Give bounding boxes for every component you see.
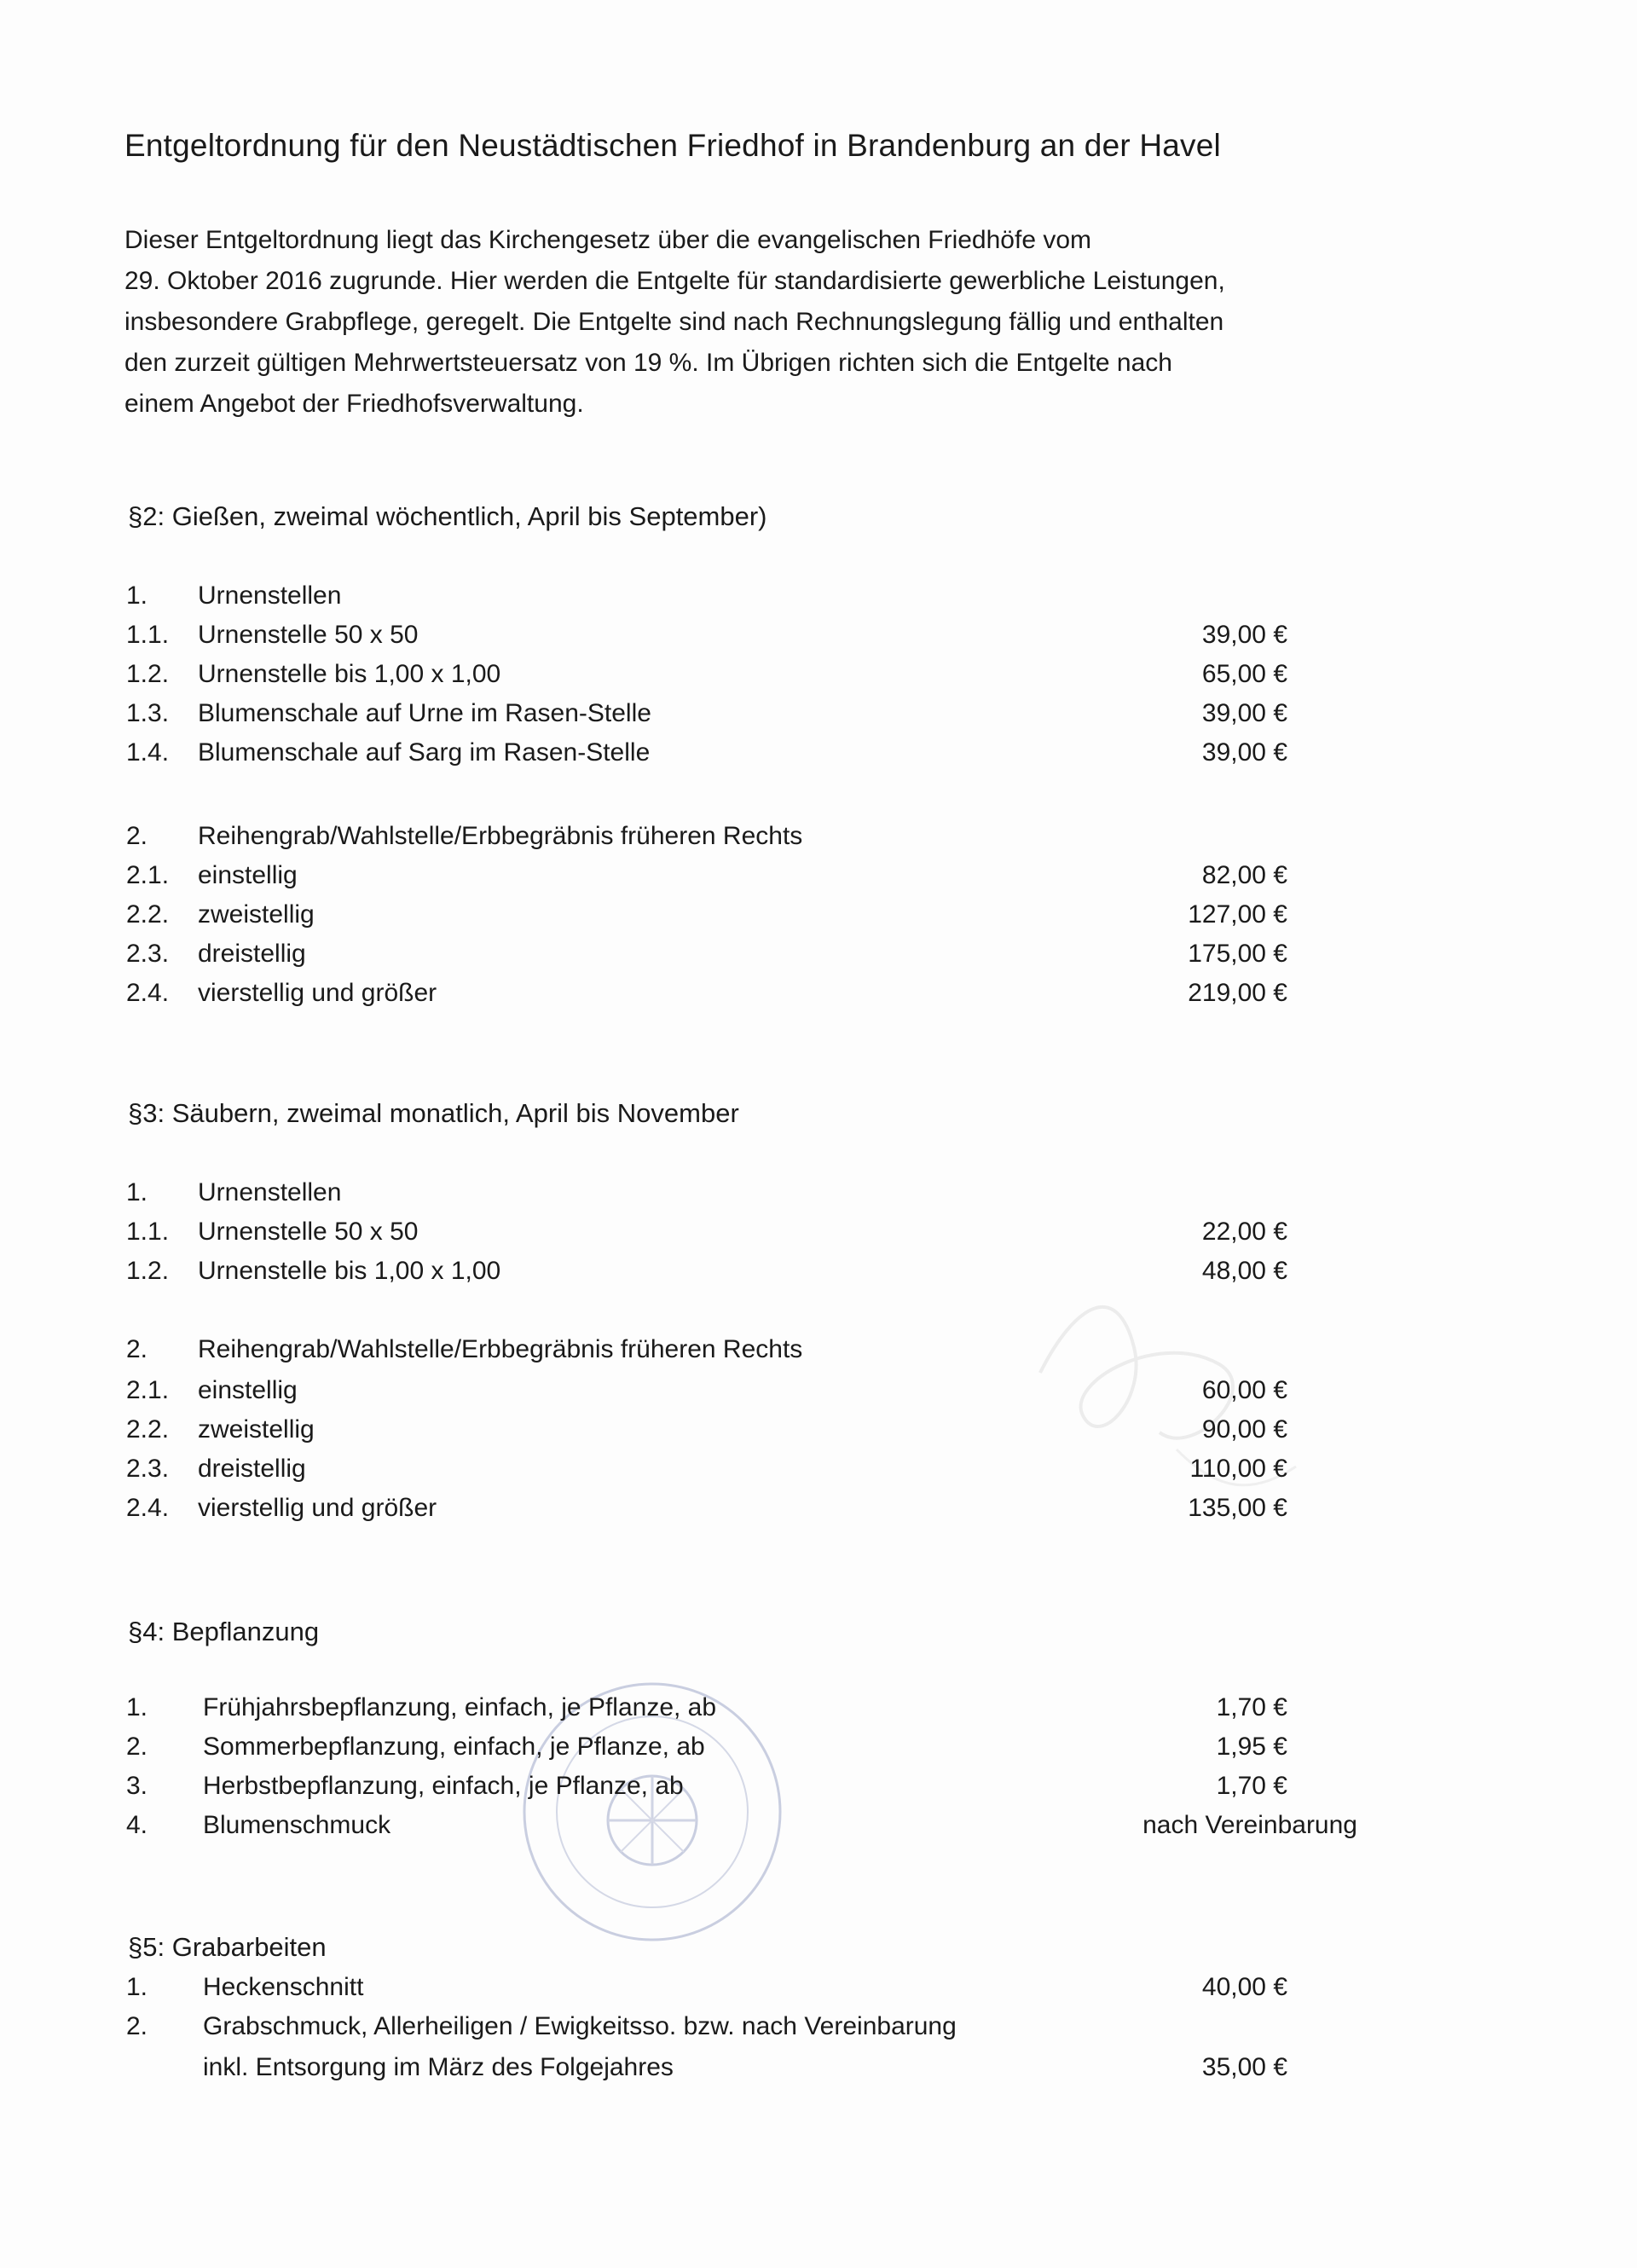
row-label: Urnenstelle 50 x 50 bbox=[198, 1218, 419, 1246]
row-number: 1.4. bbox=[126, 738, 170, 767]
row-price: 35,00 € bbox=[1201, 2053, 1287, 2081]
price-row bbox=[126, 581, 1354, 621]
row-number: 1.2. bbox=[126, 1257, 170, 1285]
row-price: 82,00 € bbox=[1201, 861, 1287, 889]
row-price: 48,00 € bbox=[1201, 1257, 1287, 1285]
row-number: 2. bbox=[126, 1733, 148, 1761]
price-row bbox=[126, 861, 1354, 900]
intro-line: insbesondere Grabpflege, geregelt. Die Entgelte sind nach Rechnungslegung fällig und enthalten bbox=[124, 308, 1224, 336]
price-row bbox=[126, 2012, 1354, 2051]
row-label: vierstellig und größer bbox=[198, 979, 437, 1007]
row-price: 90,00 € bbox=[1201, 1415, 1287, 1444]
row-number: 1.3. bbox=[126, 699, 170, 727]
row-number: 2.2. bbox=[126, 1415, 170, 1444]
row-label: inkl. Entsorgung im März des Folgejahres bbox=[203, 2053, 674, 2081]
price-row bbox=[126, 621, 1354, 660]
price-row bbox=[126, 1811, 1357, 1850]
row-price: 1,70 € bbox=[1216, 1693, 1287, 1721]
row-label: Sommerbepflanzung, einfach, je Pflanze, ab bbox=[203, 1733, 705, 1761]
row-number: 2.1. bbox=[126, 1376, 170, 1404]
row-label: zweistellig bbox=[198, 1415, 315, 1444]
intro-line: einem Angebot der Friedhofsverwaltung. bbox=[124, 390, 584, 418]
row-number: 2.4. bbox=[126, 979, 170, 1007]
row-price: 1,70 € bbox=[1216, 1772, 1287, 1800]
section-title-s2: §2: Gießen, zweimal wöchentlich, April bis September) bbox=[128, 501, 767, 531]
row-price: 40,00 € bbox=[1201, 1973, 1287, 2001]
price-row bbox=[126, 1257, 1354, 1296]
row-label: Blumenschale auf Urne im Rasen-Stelle bbox=[198, 699, 651, 727]
price-row bbox=[126, 940, 1354, 979]
row-number: 2.2. bbox=[126, 900, 170, 929]
intro-line: 29. Oktober 2016 zugrunde. Hier werden die Entgelte für standardisierte gewerbliche Leistungen, bbox=[124, 267, 1225, 295]
row-label: Heckenschnitt bbox=[203, 1973, 364, 2001]
price-row bbox=[126, 699, 1354, 738]
row-number: 2.1. bbox=[126, 861, 170, 889]
row-number: 2. bbox=[126, 1335, 148, 1363]
row-number: 2.3. bbox=[126, 1455, 170, 1483]
price-row bbox=[126, 1415, 1354, 1455]
row-label: vierstellig und größer bbox=[198, 1494, 437, 1522]
row-label: Urnenstelle bis 1,00 x 1,00 bbox=[198, 660, 501, 688]
price-row bbox=[126, 979, 1354, 1018]
price-row bbox=[126, 2053, 1354, 2092]
price-row bbox=[126, 1733, 1354, 1772]
row-label: Urnenstelle bis 1,00 x 1,00 bbox=[198, 1257, 501, 1285]
price-row bbox=[126, 900, 1354, 940]
section-title-s4: §4: Bepflanzung bbox=[128, 1617, 320, 1646]
row-number: 1.2. bbox=[126, 660, 170, 688]
price-row bbox=[126, 738, 1354, 778]
row-price: nach Vereinbarung bbox=[1142, 1811, 1357, 1839]
row-price: 1,95 € bbox=[1216, 1733, 1287, 1761]
price-row bbox=[126, 1335, 1354, 1374]
price-row bbox=[126, 1494, 1354, 1533]
document-title: Entgeltordnung für den Neustädtischen Friedhof in Brandenburg an der Havel bbox=[124, 128, 1221, 163]
row-number: 2.4. bbox=[126, 1494, 170, 1522]
row-price: 110,00 € bbox=[1189, 1455, 1287, 1483]
row-number: 1.1. bbox=[126, 1218, 170, 1246]
row-label: Reihengrab/Wahlstelle/Erbbegräbnis früheren Rechts bbox=[198, 822, 803, 850]
row-label: zweistellig bbox=[198, 900, 315, 929]
price-row bbox=[126, 1693, 1354, 1733]
row-label: dreistellig bbox=[198, 1455, 306, 1483]
row-number: 2. bbox=[126, 822, 148, 850]
row-number: 3. bbox=[126, 1772, 148, 1800]
row-price: 219,00 € bbox=[1188, 979, 1287, 1007]
price-row bbox=[126, 1218, 1354, 1257]
row-label: einstellig bbox=[198, 1376, 298, 1404]
row-number: 1.1. bbox=[126, 621, 170, 649]
intro-line: Dieser Entgeltordnung liegt das Kirchengesetz über die evangelischen Friedhöfe vom bbox=[124, 226, 1092, 254]
row-label: Blumenschale auf Sarg im Rasen-Stelle bbox=[198, 738, 651, 767]
row-number: 2. bbox=[126, 2012, 148, 2040]
row-price: 65,00 € bbox=[1201, 660, 1287, 688]
row-number: 1. bbox=[126, 1693, 148, 1721]
row-price: 22,00 € bbox=[1201, 1218, 1287, 1246]
row-label: Urnenstelle 50 x 50 bbox=[198, 621, 419, 649]
row-price: 39,00 € bbox=[1201, 738, 1287, 767]
section-title-s3: §3: Säubern, zweimal monatlich, April bis November bbox=[128, 1098, 739, 1128]
row-price: 60,00 € bbox=[1201, 1376, 1287, 1404]
row-number: 4. bbox=[126, 1811, 148, 1839]
price-row bbox=[126, 1178, 1354, 1218]
price-row bbox=[126, 1376, 1354, 1415]
row-label: dreistellig bbox=[198, 940, 306, 968]
row-price: 175,00 € bbox=[1188, 940, 1287, 968]
row-number: 1. bbox=[126, 581, 148, 610]
price-row bbox=[126, 1772, 1354, 1811]
row-number: 2.3. bbox=[126, 940, 170, 968]
row-label: Urnenstellen bbox=[198, 581, 342, 610]
row-label: Frühjahrsbepflanzung, einfach, je Pflanze, ab bbox=[203, 1693, 717, 1721]
row-price: 39,00 € bbox=[1201, 699, 1287, 727]
row-price: 127,00 € bbox=[1188, 900, 1287, 929]
price-row bbox=[126, 1973, 1354, 2012]
row-price: 39,00 € bbox=[1201, 621, 1287, 649]
price-row bbox=[126, 1455, 1354, 1494]
row-label: Herbstbepflanzung, einfach, je Pflanze, ab bbox=[203, 1772, 684, 1800]
intro-paragraph bbox=[124, 220, 1403, 425]
row-label: Grabschmuck, Allerheiligen / Ewigkeitsso. bzw. nach Vereinbarung bbox=[203, 2012, 957, 2040]
row-price: 135,00 € bbox=[1188, 1494, 1287, 1522]
section-title-s5: §5: Grabarbeiten bbox=[128, 1932, 327, 1962]
row-label: Blumenschmuck bbox=[203, 1811, 391, 1839]
row-label: Urnenstellen bbox=[198, 1178, 342, 1206]
row-label: einstellig bbox=[198, 861, 298, 889]
price-row bbox=[126, 660, 1354, 699]
row-label: Reihengrab/Wahlstelle/Erbbegräbnis früheren Rechts bbox=[198, 1335, 803, 1363]
row-number: 1. bbox=[126, 1178, 148, 1206]
row-number: 1. bbox=[126, 1973, 148, 2001]
price-row bbox=[126, 822, 1354, 861]
intro-line: den zurzeit gültigen Mehrwertsteuersatz von 19 %. Im Übrigen richten sich die Entgelte nach bbox=[124, 349, 1172, 377]
